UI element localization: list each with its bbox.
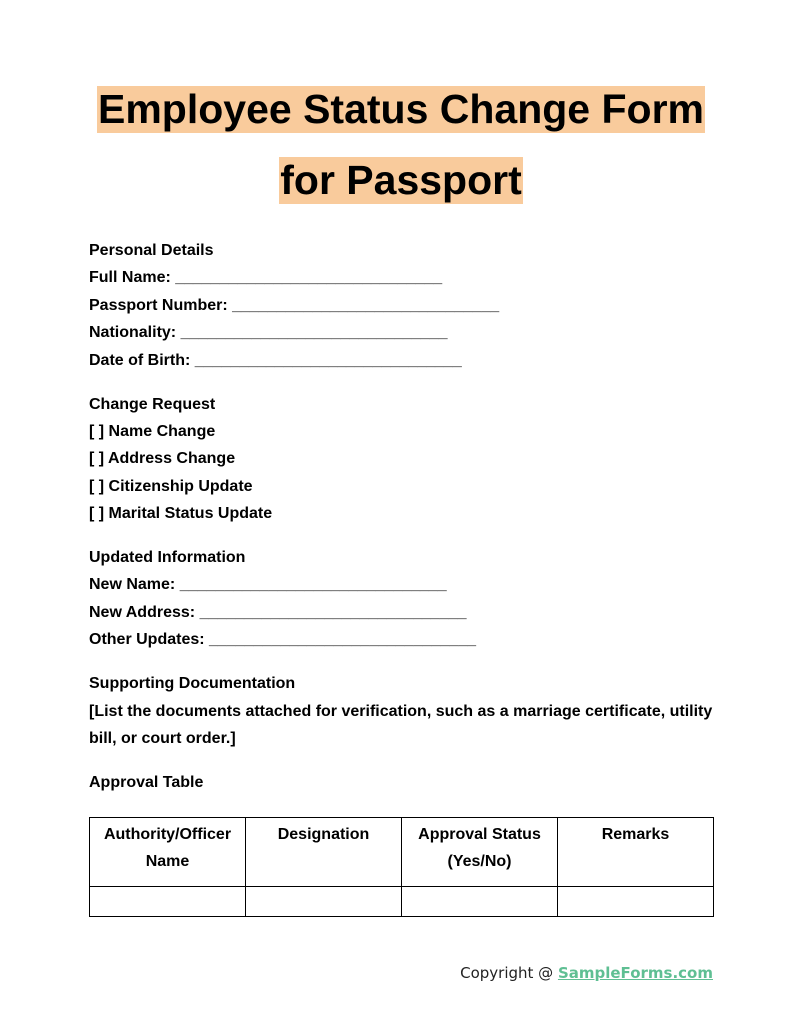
field-blank[interactable]: ______________________________ [179,576,447,594]
field-blank[interactable]: ______________________________ [232,296,500,314]
field-full-name [89,264,719,291]
checkbox-marital-status-update[interactable]: [ ] Marital Status Update [89,505,273,523]
field-blank[interactable]: ______________________________ [209,631,476,649]
section-heading: Approval Table [89,773,204,791]
updated-information-section [89,544,719,654]
section-heading: Personal Details [89,242,214,259]
personal-details-section [89,237,719,374]
field-label: Full Name: [89,269,171,287]
field-nationality [89,319,719,346]
field-blank[interactable]: ______________________________ [194,351,462,369]
brand-link[interactable]: SampleForms.com [557,964,713,982]
field-label: Other Updates: [89,631,205,649]
field-blank[interactable]: ______________________________ [180,324,448,342]
title-line-1: Employee Status Change Form [97,86,704,132]
documentation-instructions: [List the documents attached for verification, such as a marriage certificate, utility bill, or court order.] [89,702,713,747]
field-blank[interactable]: ______________________________ [175,269,443,287]
field-label: Date of Birth: [89,351,191,369]
change-request-section [89,391,719,528]
table-cell[interactable] [402,887,558,917]
section-heading: Supporting Documentation [89,675,296,693]
field-new-name [89,571,719,598]
table-row [90,887,714,917]
checkbox-address-change[interactable]: [ ] Address Change [89,450,236,468]
field-other-updates [89,626,719,653]
section-heading: Updated Information [89,549,246,567]
field-label: Nationality: [89,324,177,342]
field-new-address [89,599,719,626]
field-blank[interactable]: ______________________________ [199,603,467,621]
title-line-2: for Passport [280,157,522,203]
approval-table-heading-section [89,769,719,796]
section-heading: Change Request [89,395,216,413]
table-cell[interactable] [558,887,714,917]
column-header: Designation [246,818,402,887]
copyright-footer [460,962,713,984]
supporting-documentation-section [89,670,719,752]
column-header: Remarks [558,818,714,887]
field-passport-number [89,292,719,319]
checkbox-citizenship-update[interactable]: [ ] Citizenship Update [89,477,253,495]
table-cell[interactable] [90,887,246,917]
column-header: Authority/Officer Name [90,818,246,887]
form-title [0,74,802,216]
checkbox-name-change[interactable]: [ ] Name Change [89,422,216,440]
table-cell[interactable] [246,887,402,917]
form-body [89,237,719,813]
table-header-row [90,818,714,887]
field-date-of-birth [89,347,719,374]
approval-table [89,817,714,917]
field-label: New Address: [89,603,196,621]
field-label: Passport Number: [89,296,228,314]
column-header: Approval Status (Yes/No) [402,818,558,887]
field-label: New Name: [89,576,176,594]
copyright-text: Copyright @ [460,964,558,982]
